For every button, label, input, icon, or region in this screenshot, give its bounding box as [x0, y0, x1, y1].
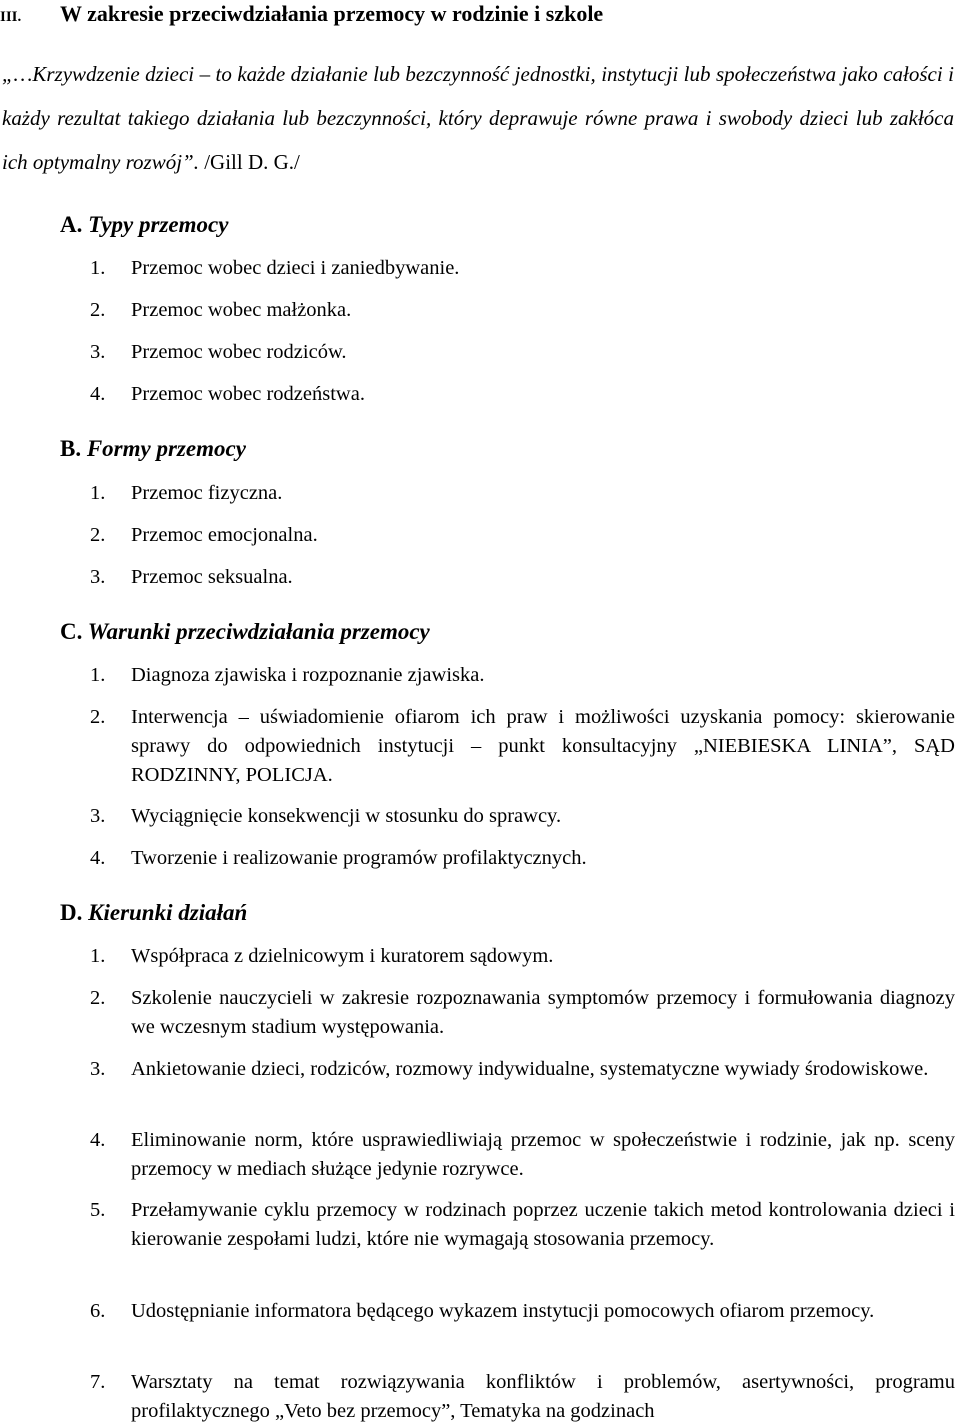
item-text: Przemoc wobec małżonka.	[131, 299, 352, 321]
definition-quote	[2, 52, 954, 184]
item-number: 1.	[90, 664, 106, 686]
item-number: 6.	[90, 1300, 106, 1322]
list-item	[90, 254, 955, 283]
item-number: 2.	[90, 987, 106, 1009]
section-title: Warunki przeciwdziałania przemocy	[87, 619, 430, 644]
section-heading-c	[60, 617, 430, 647]
chapter-title-text: W zakresie przeciwdziałania przemocy w rodzinie i szkole	[60, 1, 604, 26]
list-item	[90, 1297, 955, 1326]
chapter-title	[0, 0, 603, 31]
list-item	[90, 1196, 955, 1254]
item-text: Ankietowanie dzieci, rodziców, rozmowy indywidualne, systematyczne wywiady środowiskowe.	[131, 1058, 929, 1080]
section-letter: D.	[60, 900, 83, 925]
list-item	[90, 984, 955, 1042]
item-number: 3.	[90, 1058, 106, 1080]
quote-source: /Gill D. G./	[198, 150, 300, 174]
list-item	[90, 479, 955, 508]
section-title: Formy przemocy	[86, 436, 246, 461]
item-text: Wyciągnięcie konsekwencji w stosunku do sprawcy.	[131, 805, 562, 827]
list-item	[90, 338, 955, 367]
item-number: 3.	[90, 341, 106, 363]
item-text: Współpraca z dzielnicowym i kuratorem sądowym.	[131, 945, 554, 967]
item-text: Eliminowanie norm, które usprawiedliwiają przemoc w społeczeństwie i rodzinie, jak np. sceny przemocy w mediach służące jedynie rozrywce.	[131, 1129, 955, 1180]
item-text: Przełamywanie cyklu przemocy w rodzinach poprzez uczenie takich metod kontrolowania dzieci i kierowanie zespołami ludzi, które nie wymagają stosowania przemocy.	[131, 1199, 955, 1250]
item-text: Tworzenie i realizowanie programów profilaktycznych.	[131, 847, 587, 869]
list-item	[90, 521, 955, 550]
section-heading-a	[60, 210, 228, 240]
list-item	[90, 942, 955, 971]
section-heading-d	[60, 898, 247, 928]
item-number: 4.	[90, 383, 106, 405]
quote-text: „…Krzywdzenie dzieci – to każde działanie lub bezczynność jednostki, instytucji lub społeczeństwa jako całości i każdy rezultat takiego działania lub bezczynności, który deprawuje równe prawa i swobody dzieci lub zakłóca ich optymalny rozwój”.	[2, 62, 954, 174]
item-text: Przemoc emocjonalna.	[131, 524, 318, 546]
item-text: Przemoc wobec rodzeństwa.	[131, 383, 365, 405]
item-text: Przemoc wobec rodziców.	[131, 341, 347, 363]
list-item	[90, 563, 955, 592]
section-title: Kierunki działań	[88, 900, 248, 925]
list-item	[90, 1368, 955, 1426]
section-letter: A.	[60, 212, 83, 237]
item-number: 5.	[90, 1199, 106, 1221]
item-text: Diagnoza zjawiska i rozpoznanie zjawiska.	[131, 664, 485, 686]
chapter-number: III.	[0, 9, 22, 25]
item-text: Interwencja – uświadomienie ofiarom ich praw i możliwości uzyskania pomocy: skierowanie sprawy do odpowiednich instytucji – punkt konsultacyjny „NIEBIESKA LINIA”, SĄD RODZINNY, POLICJA.	[131, 706, 955, 786]
item-number: 1.	[90, 945, 106, 967]
item-number: 2.	[90, 706, 106, 728]
list-item	[90, 661, 955, 690]
item-text: Przemoc seksualna.	[131, 566, 293, 588]
item-number: 1.	[90, 257, 106, 279]
item-number: 7.	[90, 1371, 106, 1393]
item-text: Udostępnianie informatora będącego wykazem instytucji pomocowych ofiarom przemocy.	[131, 1300, 875, 1322]
list-item	[90, 703, 955, 790]
item-text: Przemoc fizyczna.	[131, 482, 283, 504]
item-number: 3.	[90, 566, 106, 588]
list-item	[90, 1126, 955, 1184]
item-number: 4.	[90, 1129, 106, 1151]
section-heading-b	[60, 434, 246, 464]
list-item	[90, 802, 955, 831]
item-number: 2.	[90, 299, 106, 321]
item-text: Przemoc wobec dzieci i zaniedbywanie.	[131, 257, 460, 279]
item-number: 1.	[90, 482, 106, 504]
section-letter: B.	[60, 436, 82, 461]
item-text: Warsztaty na temat rozwiązywania konfliktów i problemów, asertywności, programu profilaktycznego „Veto bez przemocy”, Tematyka na godzinach	[131, 1371, 955, 1422]
list-item	[90, 844, 955, 873]
list-item	[90, 296, 955, 325]
item-number: 4.	[90, 847, 106, 869]
section-title: Typy przemocy	[88, 212, 229, 237]
item-number: 3.	[90, 805, 106, 827]
item-text: Szkolenie nauczycieli w zakresie rozpoznawania symptomów przemocy i formułowania diagnozy we wczesnym stadium występowania.	[131, 987, 955, 1038]
item-number: 2.	[90, 524, 106, 546]
list-item	[90, 1055, 955, 1084]
section-letter: C.	[60, 619, 83, 644]
list-item	[90, 380, 955, 409]
